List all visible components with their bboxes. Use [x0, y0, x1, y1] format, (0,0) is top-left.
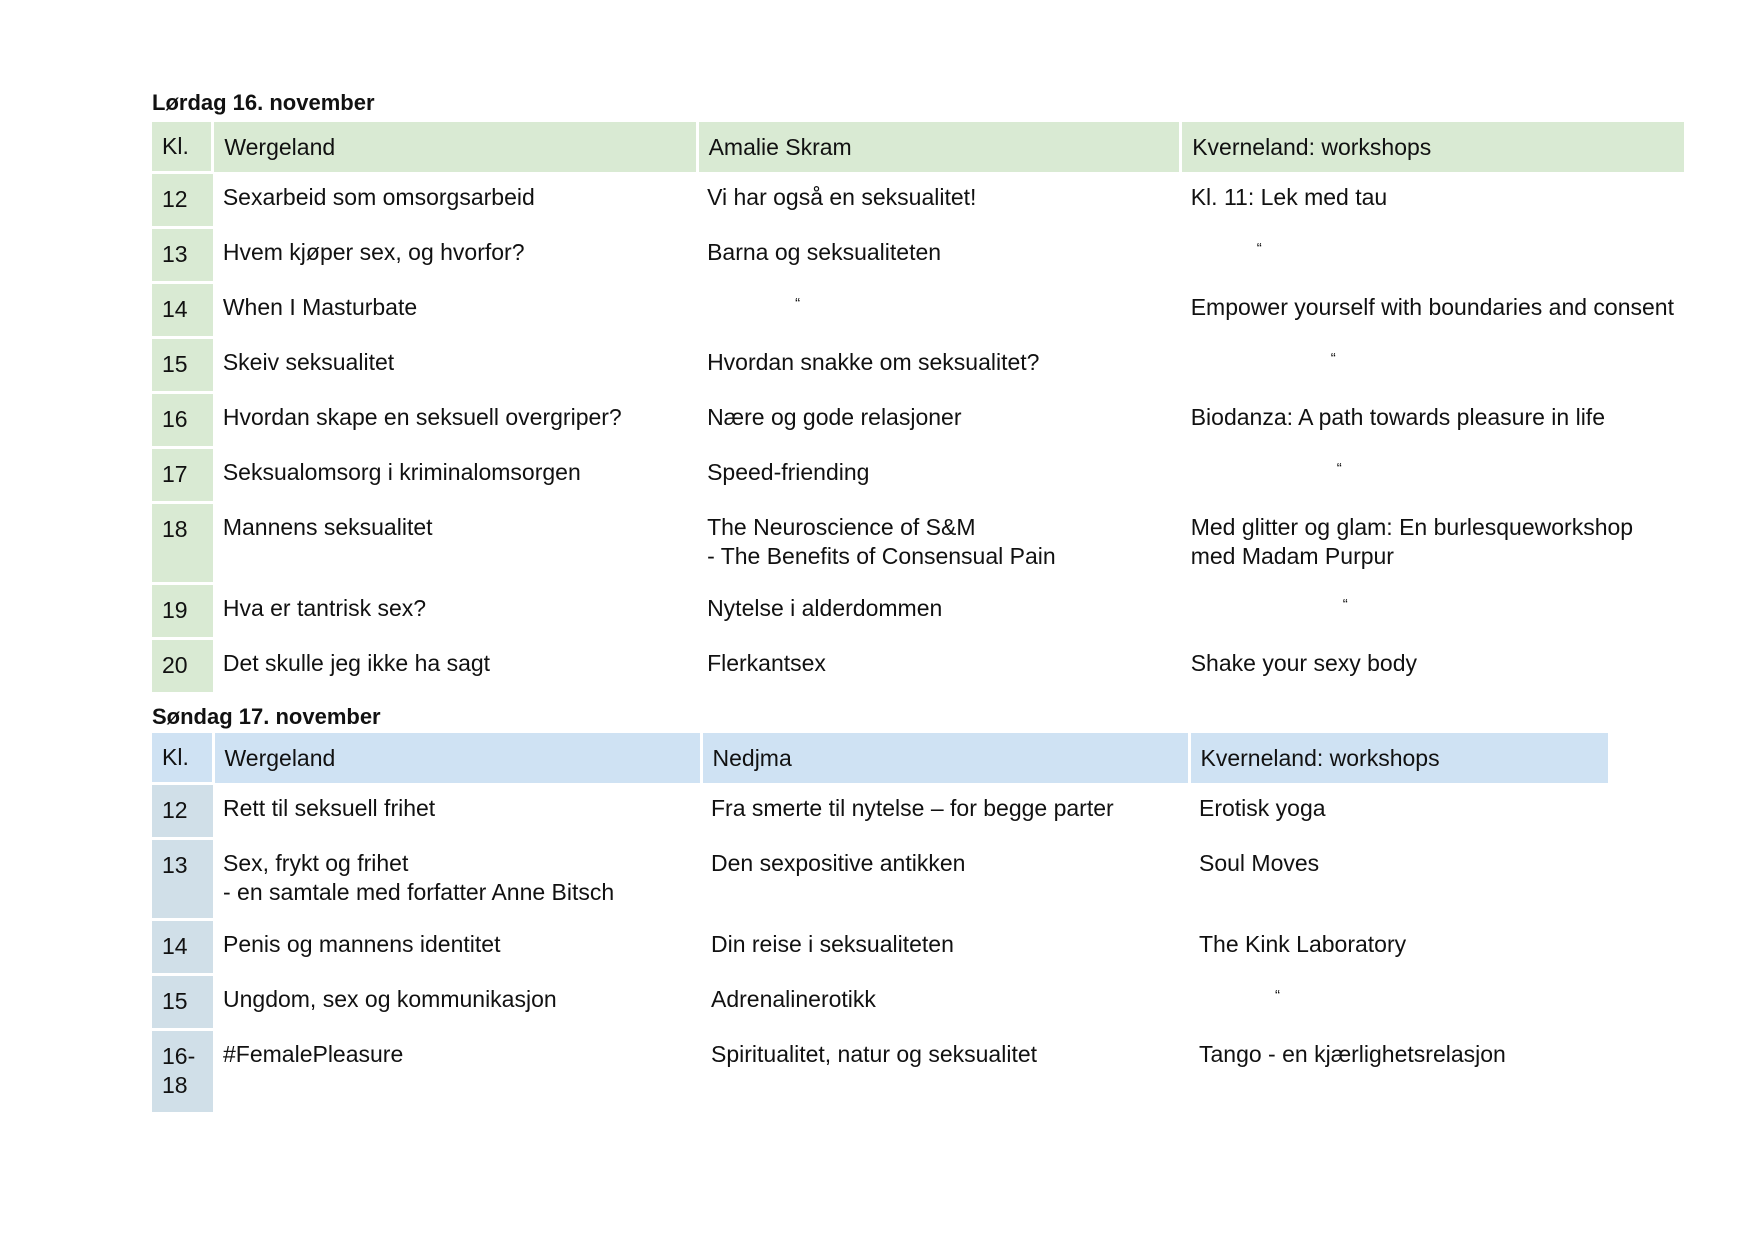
session-cell-room-1 [213, 337, 697, 392]
session-cell-room-3 [1189, 838, 1608, 919]
session-cell-room-3 [1181, 172, 1684, 227]
header-room-2: Amalie Skram [697, 122, 1181, 172]
session-cell-room-2 [701, 974, 1189, 1029]
session-cell-room-2 [697, 392, 1181, 447]
session-title-line: Erotisk yoga [1199, 795, 1326, 821]
table-row [152, 638, 1684, 692]
session-cell-room-1 [213, 172, 697, 227]
session-title-line: Barna og seksualiteten [707, 239, 942, 265]
session-cell-room-1 [213, 783, 701, 838]
session-cell-room-1 [213, 583, 697, 638]
session-title-line: Det skulle jeg ikke ha sagt [222, 650, 491, 676]
session-title-line: Kl. 11: Lek med tau [1190, 184, 1388, 210]
session-cell-room-1 [213, 392, 697, 447]
session-title-line: The Neuroscience of S&M [707, 514, 976, 540]
table-row [152, 583, 1684, 638]
table-row [152, 172, 1684, 227]
session-title-line: - en samtale med forfatter Anne Bitsch [223, 879, 615, 905]
saturday-schedule-table [152, 122, 1684, 692]
time-cell: 18 [152, 502, 213, 583]
header-room-3: Kverneland: workshops [1181, 122, 1684, 172]
session-cell-room-1 [213, 282, 697, 337]
session-cell-room-2 [701, 783, 1189, 838]
time-cell: 16 [152, 392, 213, 447]
session-title-line: Hvordan snakke om seksualitet? [707, 349, 1040, 375]
session-title-line: Empower yourself with boundaries and consent [1190, 294, 1674, 320]
header-room-3: Kverneland: workshops [1189, 733, 1608, 783]
session-title-line: Hva er tantrisk sex? [222, 595, 427, 621]
saturday-title: Lørdag 16. november [152, 90, 375, 115]
time-cell: 19 [152, 583, 213, 638]
session-title-line: - The Benefits of Consensual Pain [707, 543, 1056, 569]
session-title-line: Nære og gode relasjoner [707, 404, 962, 430]
session-title-line: Tango - en kjærlighetsrelasjon [1199, 1041, 1506, 1067]
session-title-line: Flerkantsex [707, 650, 826, 676]
time-cell: 15 [152, 974, 213, 1029]
session-cell-room-2 [701, 919, 1189, 974]
table-row [152, 974, 1608, 1029]
table-row [152, 447, 1684, 502]
session-cell-room-2 [697, 638, 1181, 692]
header-room-1: Wergeland [213, 733, 701, 783]
time-cell: 16- 18 [152, 1029, 213, 1112]
session-cell-room-1 [213, 838, 701, 919]
session-title-line: Mannens seksualitet [222, 514, 433, 540]
table-header-row [152, 122, 1684, 172]
session-title-line: Seksualomsorg i kriminalomsorgen [222, 459, 581, 485]
session-cell-room-3 [1181, 337, 1684, 392]
session-cell-room-3 [1181, 282, 1684, 337]
table-row [152, 838, 1608, 919]
session-cell-room-2 [701, 838, 1189, 919]
session-title-line: Penis og mannens identitet [223, 931, 501, 957]
session-cell-room-3 [1181, 227, 1684, 282]
session-title-line: Hvordan skape en seksuell overgriper? [222, 404, 622, 430]
session-cell-room-1 [213, 447, 697, 502]
ditto-mark: “ [1275, 987, 1280, 1004]
session-cell-room-3 [1181, 502, 1684, 583]
time-cell: 12 [152, 783, 213, 838]
ditto-mark: “ [1256, 240, 1262, 257]
time-cell: 20 [152, 638, 213, 692]
table-row [152, 227, 1684, 282]
session-title-line: Ungdom, sex og kommunikasjon [223, 986, 557, 1012]
session-cell-room-3 [1181, 583, 1684, 638]
table-row [152, 282, 1684, 337]
session-title-line: Vi har også en seksualitet! [707, 184, 977, 210]
table-row [152, 1029, 1608, 1112]
ditto-mark: “ [1342, 596, 1348, 613]
session-title-line: Spiritualitet, natur og seksualitet [711, 1041, 1038, 1067]
ditto-mark: “ [795, 295, 801, 312]
session-cell-room-3 [1189, 974, 1608, 1029]
table-header-row [152, 733, 1608, 783]
table-row [152, 919, 1608, 974]
session-cell-room-2 [697, 502, 1181, 583]
session-title-line: Hvem kjøper sex, og hvorfor? [222, 239, 525, 265]
session-cell-room-2 [701, 1029, 1189, 1112]
session-cell-room-2 [697, 282, 1181, 337]
session-title-line: Den sexpositive antikken [711, 850, 966, 876]
table-row [152, 392, 1684, 447]
session-title-line: When I Masturbate [222, 294, 418, 320]
table-row [152, 337, 1684, 392]
sunday-title: Søndag 17. november [152, 704, 381, 729]
time-cell: 12 [152, 172, 213, 227]
session-cell-room-3 [1181, 392, 1684, 447]
session-cell-room-2 [697, 337, 1181, 392]
header-time: Kl. [152, 122, 213, 172]
session-cell-room-2 [697, 172, 1181, 227]
session-cell-room-1 [213, 502, 697, 583]
session-title-line: Adrenalinerotikk [711, 986, 876, 1012]
session-cell-room-2 [697, 227, 1181, 282]
ditto-mark: “ [1330, 350, 1336, 367]
time-cell: 13 [152, 838, 213, 919]
session-cell-room-3 [1181, 447, 1684, 502]
session-title-line: Din reise i seksualiteten [711, 931, 954, 957]
session-cell-room-1 [213, 227, 697, 282]
session-cell-room-1 [213, 1029, 701, 1112]
session-cell-room-3 [1181, 638, 1684, 692]
session-title-line: #FemalePleasure [223, 1041, 404, 1067]
ditto-mark: “ [1336, 460, 1342, 477]
time-cell: 14 [152, 282, 213, 337]
session-cell-room-2 [697, 447, 1181, 502]
time-cell: 15 [152, 337, 213, 392]
session-title-line: Biodanza: A path towards pleasure in life [1190, 404, 1605, 430]
table-row [152, 783, 1608, 838]
time-cell: 13 [152, 227, 213, 282]
session-title-line: Med glitter og glam: En burlesqueworkshop [1190, 514, 1634, 540]
session-cell-room-1 [213, 919, 701, 974]
header-room-2: Nedjma [701, 733, 1189, 783]
session-title-line: Sexarbeid som omsorgsarbeid [222, 184, 535, 210]
session-cell-room-3 [1189, 783, 1608, 838]
session-title-line: Fra smerte til nytelse – for begge parter [711, 795, 1114, 821]
session-title-line: med Madam Purpur [1190, 543, 1394, 569]
session-title-line: Shake your sexy body [1190, 650, 1418, 676]
session-title-line: Soul Moves [1199, 850, 1320, 876]
session-cell-room-3 [1189, 919, 1608, 974]
session-title-line: The Kink Laboratory [1199, 931, 1407, 957]
session-title-line: Nytelse i alderdommen [707, 595, 943, 621]
session-title-line: Speed-friending [707, 459, 870, 485]
time-cell: 17 [152, 447, 213, 502]
header-time: Kl. [152, 733, 213, 783]
session-cell-room-1 [213, 638, 697, 692]
session-cell-room-1 [213, 974, 701, 1029]
header-room-1: Wergeland [213, 122, 697, 172]
session-title-line: Sex, frykt og frihet [223, 850, 409, 876]
time-cell: 14 [152, 919, 213, 974]
session-title-line: Skeiv seksualitet [222, 349, 395, 375]
sunday-schedule-table [152, 733, 1608, 1112]
session-cell-room-2 [697, 583, 1181, 638]
session-title-line: Rett til seksuell frihet [223, 795, 436, 821]
session-cell-room-3 [1189, 1029, 1608, 1112]
table-row [152, 502, 1684, 583]
